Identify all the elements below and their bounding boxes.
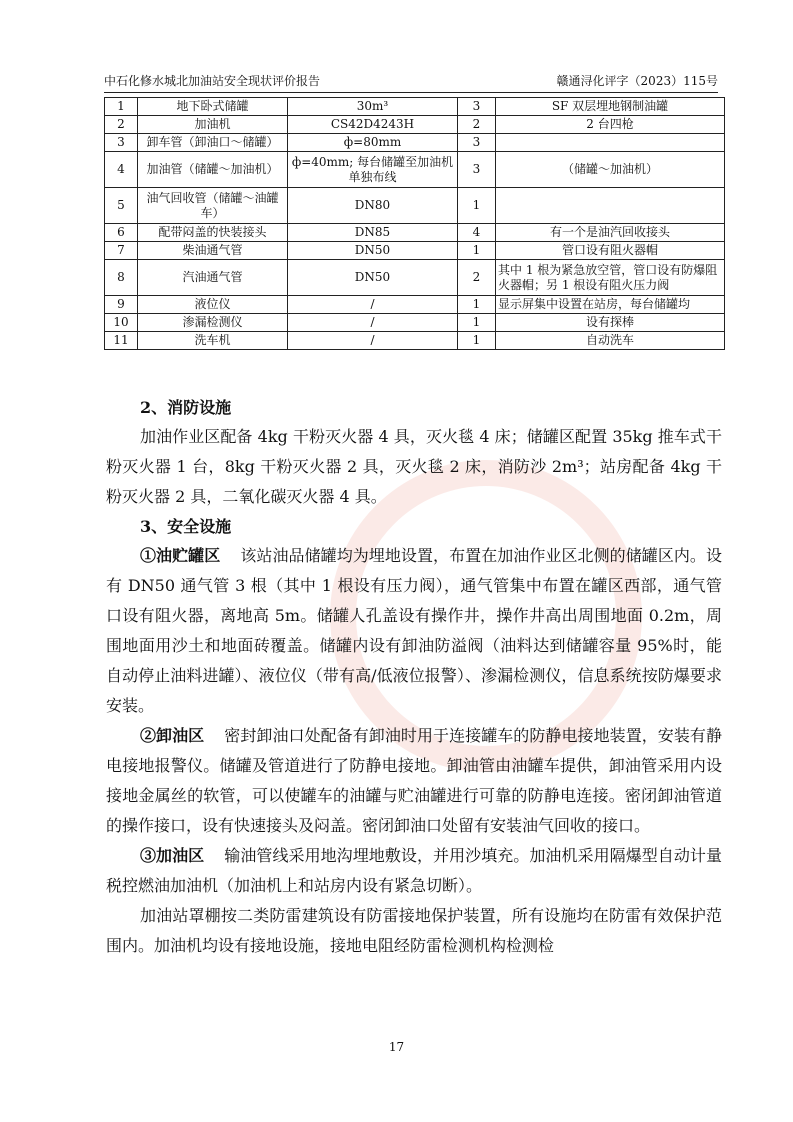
unload-area-label: ②卸油区 [140,726,205,745]
fuel-area-text: 输油管线采用地沟埋地敷设，并用沙填充。加油机采用隔爆型自动计量税控燃油加油机（加油机上和站房内设有紧急切断）。 [106,846,722,895]
row-note: 管口设有阻火器帽 [496,242,725,260]
row-note: 其中 1 根为紧急放空管，管口设有防爆阻火器帽；另 1 根设有阻火压力阀 [496,260,725,296]
row-spec: / [288,314,458,332]
row-number: 2 [105,116,138,134]
fuel-area-paragraph [106,841,722,901]
row-name: 油气回收管（储罐～油罐车） [138,188,288,224]
table-row [105,332,725,350]
row-note [496,134,725,152]
row-name: 加油机 [138,116,288,134]
table-row [105,188,725,224]
table-row [105,98,725,116]
row-name: 汽油通气管 [138,260,288,296]
section-title-fire: 2、消防设施 [140,398,232,417]
row-note: 自动洗车 [496,332,725,350]
row-quantity: 1 [458,332,496,350]
document-body [106,393,722,961]
row-note: SF 双层埋地钢制油罐 [496,98,725,116]
equipment-table [104,97,725,350]
row-note: 有一个是油汽回收接头 [496,224,725,242]
row-quantity: 4 [458,224,496,242]
header-report-number: 赣通浔化评字（2023）115号 [556,74,718,88]
row-name: 柴油通气管 [138,242,288,260]
table-row [105,296,725,314]
row-spec: / [288,296,458,314]
row-quantity: 3 [458,152,496,188]
row-quantity: 1 [458,242,496,260]
table-row [105,314,725,332]
row-quantity: 3 [458,134,496,152]
row-number: 11 [105,332,138,350]
table-row [105,242,725,260]
unload-area-paragraph [106,721,722,841]
fuel-area-label: ③加油区 [140,846,205,865]
row-number: 5 [105,188,138,224]
row-spec: DN50 [288,260,458,296]
row-number: 10 [105,314,138,332]
row-quantity: 1 [458,314,496,332]
fire-paragraph: 加油作业区配备 4kg 干粉灭火器 4 具，灭火毯 4 床；储罐区配置 35kg 推车式干粉灭火器 1 台，8kg 干粉灭火器 2 具，灭火毯 2 床，消防沙 2m³；站房配备 4kg 干粉灭火器 2 具，二氧化碳灭火器 4 具。 [106,427,722,506]
row-spec: ф=40mm; 每台储罐至加油机单独布线 [288,152,458,188]
row-note: 显示屏集中设置在站房，每台储罐均 [496,296,725,314]
lightning-paragraph: 加油站罩棚按二类防雷建筑设有防雷接地保护装置，所有设施均在防雷有效保护范围内。加油机均设有接地设施，接地电阻经防雷检测机构检测检 [106,906,722,955]
row-quantity: 1 [458,188,496,224]
row-name: 洗车机 [138,332,288,350]
table-row [105,134,725,152]
table-row [105,260,725,296]
row-spec: DN85 [288,224,458,242]
header-report-title: 中石化修水城北加油站安全现状评价报告 [104,74,321,88]
table-row [105,224,725,242]
table-row [105,152,725,188]
row-name: 配带闷盖的快装接头 [138,224,288,242]
row-note: 设有探棒 [496,314,725,332]
row-name: 液位仪 [138,296,288,314]
unload-area-text: 密封卸油口处配备有卸油时用于连接罐车的防静电接地装置，安装有静电接地报警仪。储罐及管道进行了防静电接地。卸油管由油罐车提供，卸油管采用内设接地金属丝的软管，可以使罐车的油罐与贮油罐进行可靠的防静电连接。密闭卸油管道的操作接口，设有快速接头及闷盖。密闭卸油口处留有安装油气回收的接口。 [106,726,722,835]
row-name: 渗漏检测仪 [138,314,288,332]
row-note: （储罐～加油机） [496,152,725,188]
row-name: 卸车管（卸油口～储罐） [138,134,288,152]
tank-area-text: 该站油品储罐均为埋地设置，布置在加油作业区北侧的储罐区内。设有 DN50 通气管 3 根（其中 1 根设有压力阀），通气管集中布置在罐区西部，通气管口设有阻火器，离地高 5m。储罐人孔盖设有操作井，操作井高出周围地面 0.2m，周围地面用沙土和地面砖覆盖。储罐内设有卸油防溢阀（油料达到储罐容量 95%时，能自动停止油料进罐）、液位仪（带有高/低液位报警）、渗漏检测仪，信息系统按防爆要求安装。 [106,546,722,715]
row-quantity: 1 [458,296,496,314]
row-name: 地下卧式储罐 [138,98,288,116]
tank-area-paragraph [106,541,722,721]
row-spec: / [288,332,458,350]
row-spec: CS42D4243H [288,116,458,134]
tank-area-label: ①油贮罐区 [140,546,221,565]
row-number: 3 [105,134,138,152]
equipment-table-body [105,98,725,350]
page-header [104,70,718,93]
row-quantity: 2 [458,116,496,134]
row-spec: 30m³ [288,98,458,116]
row-number: 4 [105,152,138,188]
table-row [105,116,725,134]
row-quantity: 2 [458,260,496,296]
row-quantity: 3 [458,98,496,116]
row-name: 加油管（储罐～加油机） [138,152,288,188]
page-number: 17 [388,1040,405,1054]
row-number: 8 [105,260,138,296]
row-number: 1 [105,98,138,116]
row-spec: DN80 [288,188,458,224]
row-number: 6 [105,224,138,242]
row-note: 2 台四枪 [496,116,725,134]
row-spec: ф=80mm [288,134,458,152]
row-number: 7 [105,242,138,260]
row-spec: DN50 [288,242,458,260]
row-note [496,188,725,224]
section-title-safety: 3、安全设施 [140,517,232,536]
row-number: 9 [105,296,138,314]
